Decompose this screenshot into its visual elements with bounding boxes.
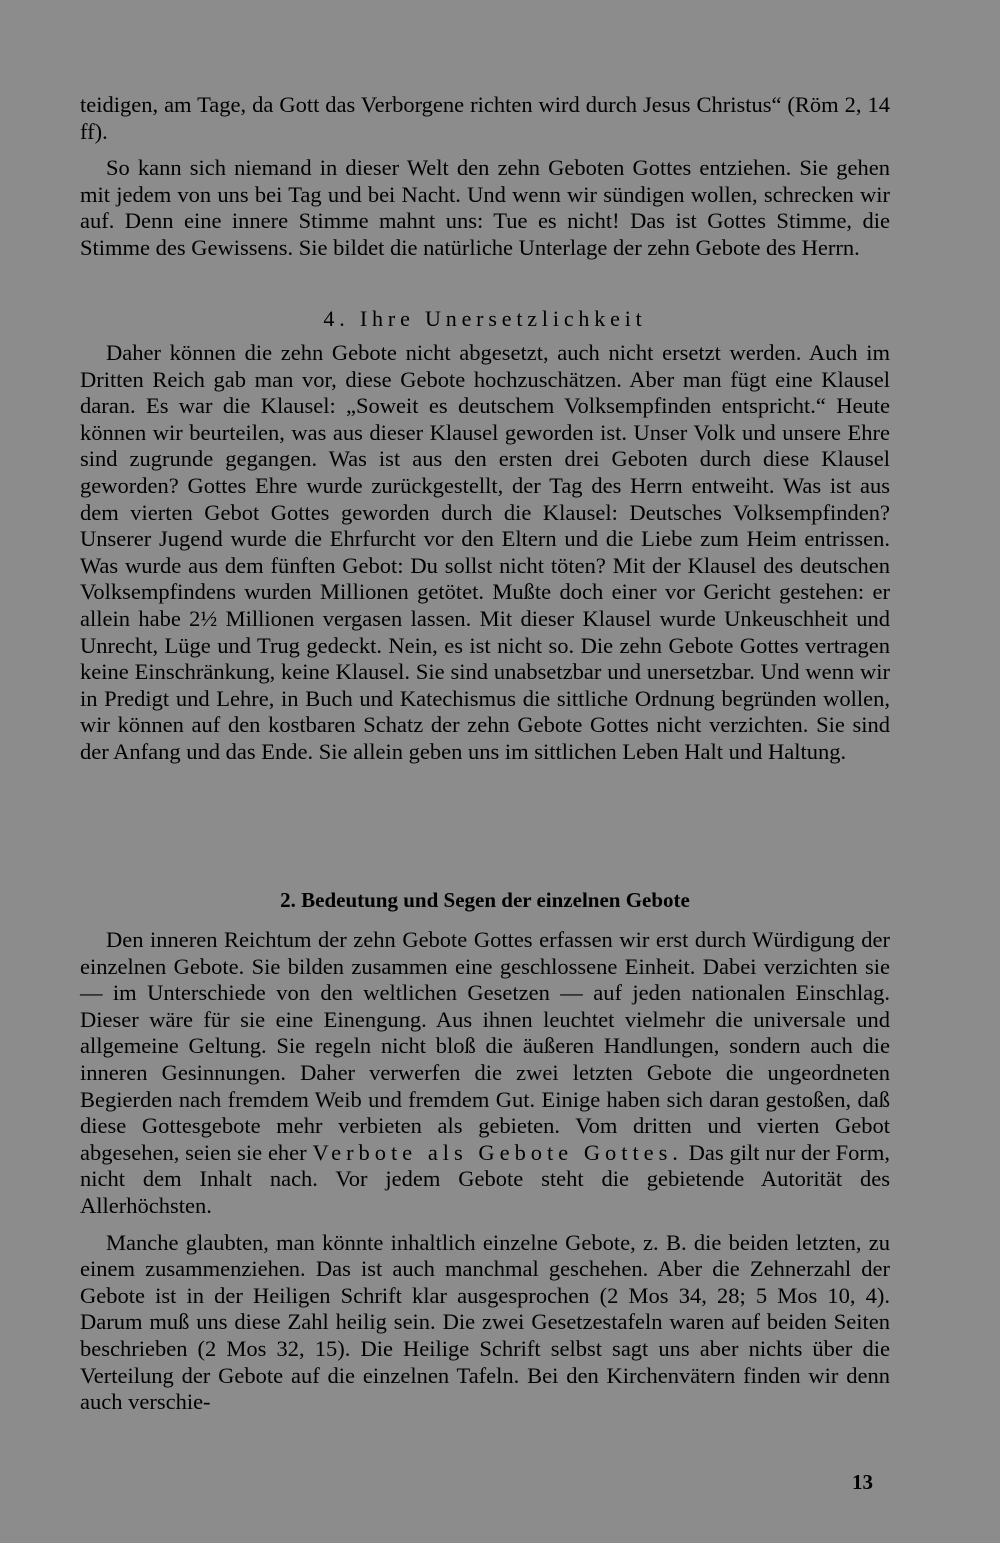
emphasized-text: Verbote als Gebote Gottes. (312, 1139, 683, 1165)
section-2-text-block (80, 927, 890, 1416)
text-run: Das gilt nur der Form, nicht dem Inhalt nach. Vor jedem Gebote steht die gebietende Autorität des Allerhöchsten. (80, 1139, 890, 1218)
opening-text-block (80, 92, 890, 262)
paragraph (80, 927, 890, 1220)
page-number: 13 (852, 1470, 873, 1494)
paragraph: teidigen, am Tage, da Gott das Verborgene richten wird durch Jesus Christus“ (Röm 2, 14 ff). (80, 92, 890, 144)
paragraph: Daher können die zehn Gebote nicht abgesetzt, auch nicht ersetzt werden. Auch im Dritten Reich gab man vor, diese Gebote hochzuschätzen. Aber man fügt eine Klausel daran. Es war die Klausel: „Soweit es deutschem Volksempfinden entspricht.“ Heute können wir beurteilen, was aus dieser Klausel geworden ist. Unser Volk und unsere Ehre sind zugrunde gegangen. Was ist aus den ersten drei Geboten durch diese Klausel geworden? Gottes Ehre wurde zurückgestellt, der Tag des Herrn entweiht. Was ist aus dem vierten Gebot Gottes geworden durch die Klausel: Deutsches Volksempfinden? Unserer Jugend wurde die Ehrfurcht vor den Eltern und die Liebe zum Heim entrissen. Was wurde aus dem fünften Gebot: Du sollst nicht töten? Mit der Klausel des deutschen Volksempfindens wurden Millionen getötet. Mußte doch einer vor Gericht gestehen: er allein habe 2½ Millionen vergasen lassen. Mit dieser Klausel wurde Unkeuschheit und Unrecht, Lüge und Trug gedeckt. Nein, es ist nicht so. Die zehn Gebote Gottes vertragen keine Einschränkung, keine Klausel. Sie sind unabsetzbar und unersetzbar. Und wenn wir in Predigt und Lehre, in Buch und Katechismus die sittliche Ordnung begründen wollen, wir können auf den kostbaren Schatz der zehn Gebote Gottes nicht verzichten. Sie sind der Anfang und das Ende. Sie allein geben uns im sittlichen Leben Halt und Haltung. (80, 340, 890, 764)
section-heading-4: 4. Ihre Unersetzlichkeit (323, 306, 647, 331)
section-heading-2: 2. Bedeutung und Segen der einzelnen Gebote (280, 888, 690, 912)
paragraph: Manche glaubten, man könnte inhaltlich einzelne Gebote, z. B. die beiden letzten, zu einem zusammenziehen. Das ist auch manchmal geschehen. Aber die Zehnerzahl der Gebote ist in der Heiligen Schrift klar ausgesprochen (2 Mos 34, 28; 5 Mos 10, 4). Darum muß uns diese Zahl heilig sein. Die zwei Gesetzestafeln waren auf beiden Seiten beschrieben (2 Mos 32, 15). Die Heilige Schrift selbst sagt uns aber nichts über die Verteilung der Gebote auf die einzelnen Tafeln. Bei den Kirchenvätern finden wir denn auch verschie- (80, 1229, 890, 1415)
paragraph: So kann sich niemand in dieser Welt den zehn Geboten Gottes entziehen. Sie gehen mit jedem von uns bei Tag und bei Nacht. Und wenn wir sündigen wollen, schrecken wir auf. Denn eine innere Stimme mahnt uns: Tue es nicht! Das ist Gottes Stimme, die Stimme des Gewissens. Sie bildet die natürliche Unterlage der zehn Gebote des Herrn. (80, 155, 890, 260)
section-4-text-block (80, 340, 890, 766)
text-run: Den inneren Reichtum der zehn Gebote Gottes erfassen wir erst durch Würdigung der einzelnen Gebote. Sie bilden zusammen eine geschlossene Einheit. Dabei verzichten sie — im Unterschiede von den weltlichen Gesetzen — auf jeden nationalen Einschlag. Dieser wäre für sie eine Einengung. Aus ihnen leuchtet vielmehr die universale und allgemeine Geltung. Sie regeln nicht bloß die äußeren Handlungen, sondern auch die inneren Gesinnungen. Daher verwerfen die zwei letzten Gebote die ungeordneten Begierden nach fremdem Weib und fremdem Gut. Einige haben sich daran gestoßen, daß diese Gottesgebote mehr verbieten als gebieten. Vom dritten und vierten Gebot abgesehen, seien sie eher (80, 927, 890, 1165)
